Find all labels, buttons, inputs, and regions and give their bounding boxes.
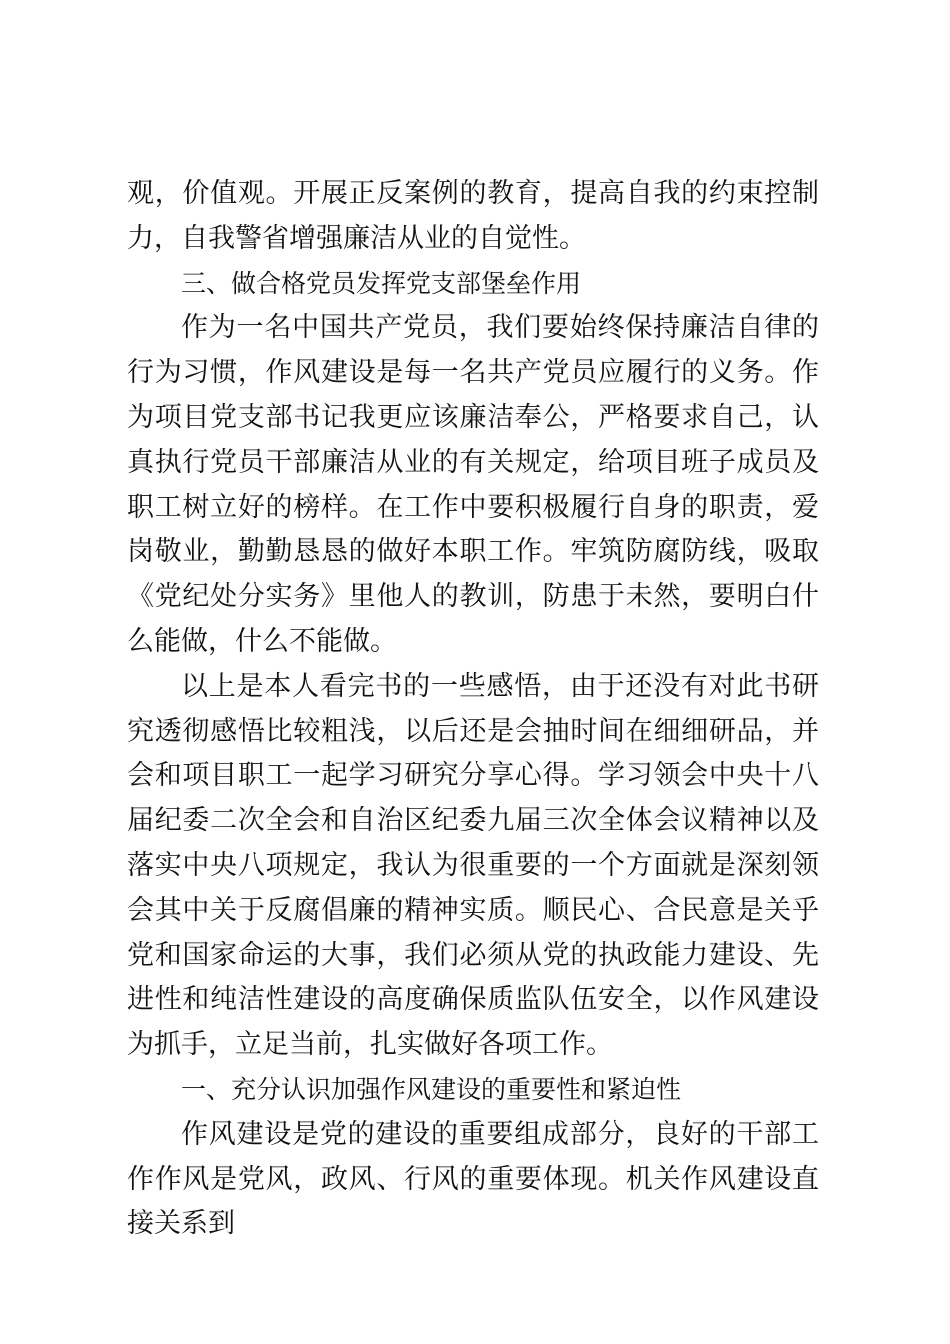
section-heading-three: 三、做合格党员发挥党支部堡垒作用 <box>181 268 582 298</box>
paragraph-party-member-duty: 作为一名中国共产党员，我们要始终保持廉洁自律的行为习惯，作风建设是每一名共产党员应履行的义务。作为项目党支部书记我更应该廉洁奉公，严格要求自己，认真执行党员干部廉洁从业的有关规定，给项目班子成员及职工树立好的榜样。在工作中要积极履行自身的职责，爱岗敬业，勤勤恳恳的做好本职工作。牢筑防腐防线，吸取《党纪处分实务》里他人的教训，防患于未然，要明白什么能做，什么不能做。 <box>127 312 819 657</box>
section-heading-one: 一、充分认识加强作风建设的重要性和紧迫性 <box>181 1074 682 1104</box>
paragraph-work-style: 作风建设是党的建设的重要组成部分，良好的干部工作作风是党风，政风、行风的重要体现。机关作风建设直接关系到 <box>127 1118 819 1240</box>
document-body <box>127 172 819 1247</box>
paragraph-reading-reflection: 以上是本人看完书的一些感悟，由于还没有对此书研究透彻感悟比较粗浅，以后还是会抽时间在细细研品，并会和项目职工一起学习研究分享心得。学习领会中央十八届纪委二次全会和自治区纪委九届三次全体会议精神以及落实中央八项规定，我认为很重要的一个方面就是深刻领会其中关于反腐倡廉的精神实质。顺民心、合民意是关乎党和国家命运的大事，我们必须从党的执政能力建设、先进性和纯洁性建设的高度确保质监队伍安全，以作风建设为抓手，立足当前，扎实做好各项工作。 <box>127 670 819 1061</box>
paragraph-continuation: 观，价值观。开展正反案例的教育，提高自我的约束控制力，自我警省增强廉洁从业的自觉性。 <box>127 178 819 254</box>
